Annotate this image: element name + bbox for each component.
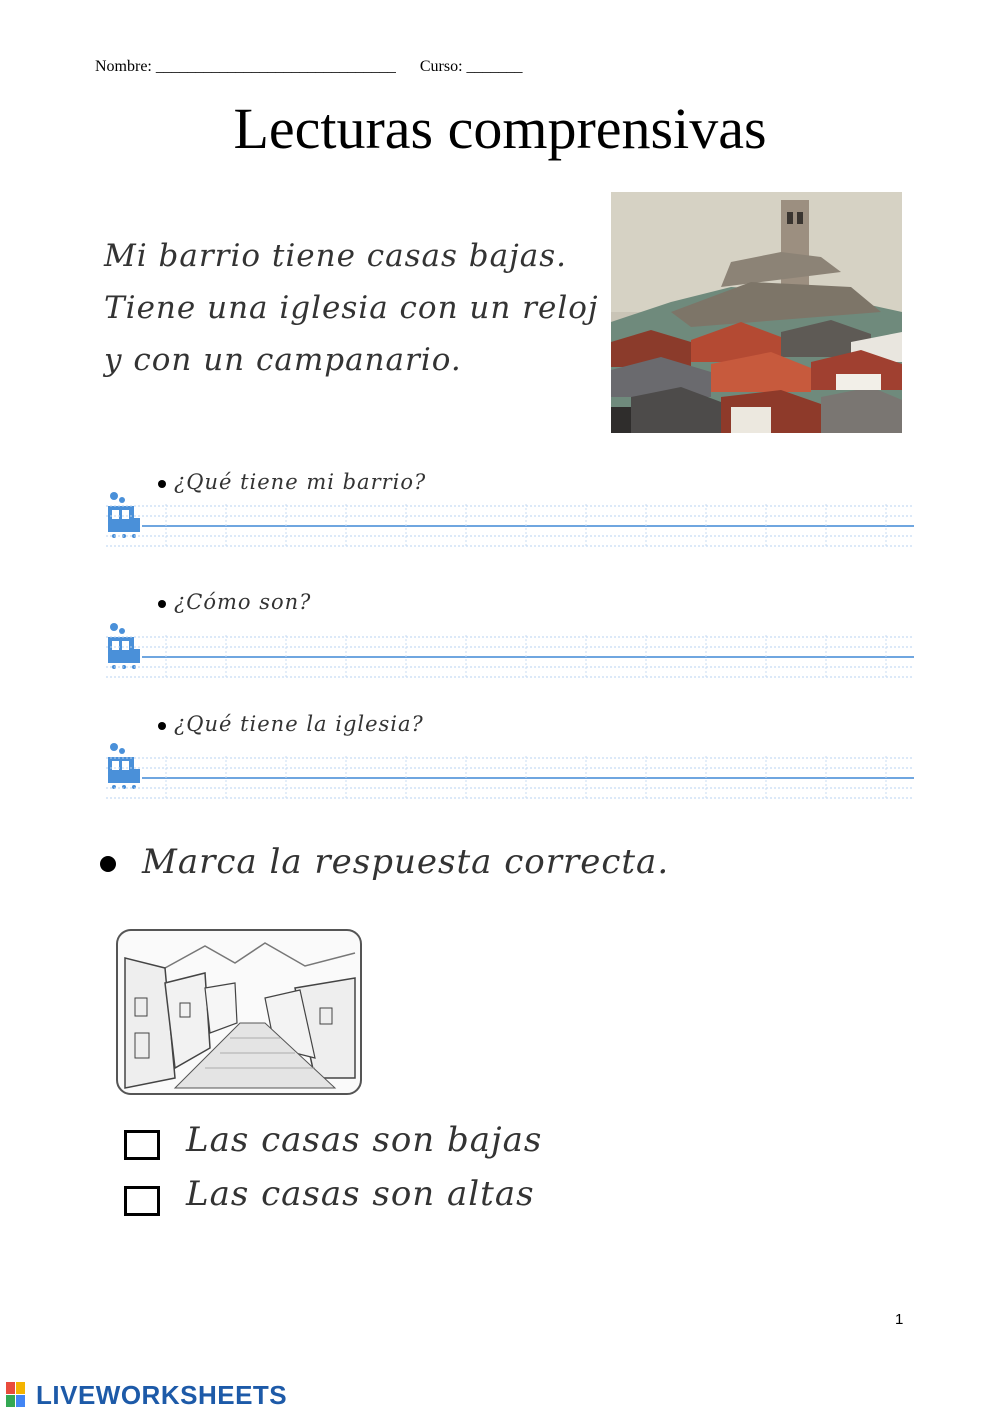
name-label: Nombre: bbox=[95, 58, 152, 75]
question-2 bbox=[158, 590, 311, 614]
option-1-text: Las casas son bajas bbox=[186, 1120, 543, 1160]
question-1 bbox=[158, 470, 426, 494]
liveworksheets-logo[interactable] bbox=[6, 1380, 287, 1410]
reading-line-2: Tiene una iglesia con un reloj bbox=[104, 290, 599, 326]
page-number: 1 bbox=[895, 1311, 904, 1328]
name-field[interactable]: ______________________________ bbox=[155, 58, 396, 75]
village-painting bbox=[611, 192, 902, 433]
reading-text bbox=[104, 230, 599, 386]
instruction-text: Marca la respuesta correcta. bbox=[142, 842, 670, 882]
logo-text: LIVEWORKSHEETS bbox=[36, 1379, 288, 1410]
checkbox-option-1[interactable] bbox=[124, 1130, 160, 1160]
course-label: Curso: bbox=[419, 58, 463, 75]
question-1-text: ¿Qué tiene mi barrio? bbox=[174, 470, 427, 494]
logo-icon bbox=[6, 1382, 36, 1408]
reading-line-1: Mi barrio tiene casas bajas. bbox=[104, 238, 567, 274]
checkbox-option-2[interactable] bbox=[124, 1186, 160, 1216]
course-field[interactable]: _______ bbox=[466, 58, 523, 75]
street-sketch bbox=[115, 928, 363, 1098]
answer-lines-3[interactable] bbox=[106, 756, 914, 800]
bullet-icon bbox=[100, 856, 116, 872]
header-fields bbox=[95, 58, 523, 76]
question-2-text: ¿Cómo son? bbox=[174, 590, 312, 614]
option-2-text: Las casas son altas bbox=[186, 1174, 535, 1214]
page-title: Lecturas comprensivas bbox=[233, 96, 767, 161]
answer-lines-2[interactable] bbox=[106, 635, 914, 679]
question-3-text: ¿Qué tiene la iglesia? bbox=[174, 712, 424, 736]
instruction bbox=[100, 842, 669, 882]
reading-line-3: y con un campanario. bbox=[104, 342, 462, 378]
bullet-icon bbox=[158, 722, 166, 730]
bullet-icon bbox=[158, 600, 166, 608]
bullet-icon bbox=[158, 480, 166, 488]
answer-lines-1[interactable] bbox=[106, 504, 914, 548]
question-3 bbox=[158, 712, 424, 736]
